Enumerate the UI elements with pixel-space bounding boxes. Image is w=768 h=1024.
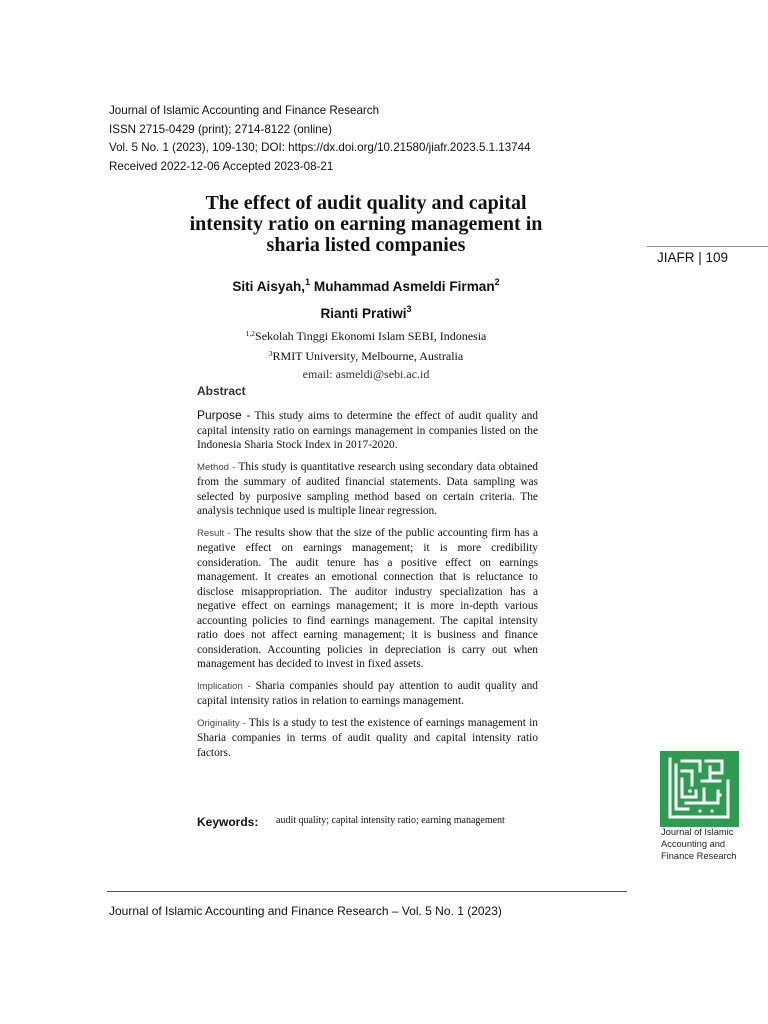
- author-3: Rianti Pratiwi: [320, 306, 407, 321]
- implication-label: Implication -: [197, 680, 251, 692]
- abstract-heading: Abstract: [197, 384, 246, 398]
- author-1-sup: 1: [305, 277, 311, 287]
- keywords-row: [197, 813, 505, 831]
- logo-caption-line-3: Finance Research: [661, 850, 737, 861]
- author-3-sup: 3: [406, 304, 412, 314]
- originality-paragraph: [197, 716, 538, 761]
- affiliation-2-sup: 3: [268, 349, 273, 358]
- logo-caption-line-1: Journal of Islamic: [661, 827, 734, 837]
- author-list: [150, 271, 582, 325]
- calligraphy-logo-icon: [660, 751, 739, 827]
- title-line-2: intensity ratio on earning management in: [189, 213, 543, 235]
- keywords-value: audit quality; capital intensity ratio; earning management: [276, 815, 505, 826]
- result-label: Result -: [197, 527, 231, 539]
- author-2-sup: 2: [494, 277, 500, 287]
- method-label: Method -: [197, 461, 236, 473]
- issn-line: ISSN 2715-0429 (print); 2714-8122 (online): [109, 122, 332, 136]
- volume-doi-line: Vol. 5 No. 1 (2023), 109-130; DOI: https://dx.doi.org/10.21580/jiafr.2023.5.1.13744: [109, 141, 531, 155]
- page-footer: Journal of Islamic Accounting and Finance Research – Vol. 5 No. 1 (2023): [109, 904, 502, 918]
- affiliation-1: Sekolah Tinggi Ekonomi Islam SEBI, Indonesia: [255, 329, 487, 343]
- method-paragraph: [197, 460, 538, 519]
- title-line-3: sharia listed companies: [266, 234, 466, 256]
- author-2: Muhammad Asmeldi Firman: [310, 279, 495, 294]
- originality-label: Originality -: [197, 717, 246, 729]
- affiliations: [150, 325, 582, 383]
- journal-header: [109, 102, 531, 177]
- implication-text: Sharia companies should pay attention to audit quality and capital intensity ratios in relation to earnings management.: [197, 679, 539, 707]
- logo-caption-line-2: Accounting and: [661, 838, 726, 849]
- received-accepted-line: Received 2022-12-06 Accepted 2023-08-21: [109, 160, 334, 174]
- journal-name: Journal of Islamic Accounting and Finance Research: [109, 104, 380, 117]
- affiliation-2: RMIT University, Melbourne, Australia: [272, 349, 464, 363]
- purpose-text: This study aims to determine the effect of audit quality and capital intensity ratio on earnings management in companies listed on the Indonesia Sharia Stock Index in 2017-2020.: [197, 410, 538, 451]
- title-line-1: The effect of audit quality and capital: [205, 192, 527, 214]
- email-link[interactable]: email: asmeldi@sebi.ac.id: [302, 367, 430, 381]
- purpose-label: Purpose -: [197, 408, 251, 422]
- abstract-body: [197, 408, 538, 767]
- author-1: Siti Aisyah,: [232, 279, 306, 294]
- footer-rule: [107, 891, 627, 892]
- page-tag-rule: [647, 246, 768, 247]
- page-tag: JIAFR | 109: [657, 250, 729, 265]
- result-text: The results show that the size of the public accounting firm has a negative effect on earnings management; it is more credibility consideration. The audit tenure has a positive effect on earnings management. It creates an emotional connection that is reluctance to disclose misappropriation. The auditor industry specialization has a negative effect on earnings management; it is more in-depth various accounting policies to find earnings management. The capital intensity ratio does not affect earning management; it is business and finance consideration. Accounting policies in depreciation is carry out when management has decided to invest in fixed assets.: [197, 526, 538, 670]
- implication-paragraph: [197, 679, 538, 709]
- logo-caption: [661, 827, 736, 862]
- affiliation-1-sup: 1,2: [245, 329, 256, 338]
- method-text: This study is quantitative research using secondary data obtained from the summary of audited financial statements. Data sampling was selected by purposive sampling method based on certain criteria. The analysis technique used is multiple linear regression.: [197, 460, 538, 517]
- result-paragraph: [197, 526, 538, 672]
- originality-text: This is a study to test the existence of earnings management in Sharia companies in terms of audit quality and capital intensity ratio factors.: [197, 716, 538, 759]
- journal-logo: [660, 751, 739, 827]
- purpose-paragraph: [197, 408, 538, 453]
- paper-title: [150, 193, 582, 256]
- keywords-label: Keywords:: [197, 815, 259, 829]
